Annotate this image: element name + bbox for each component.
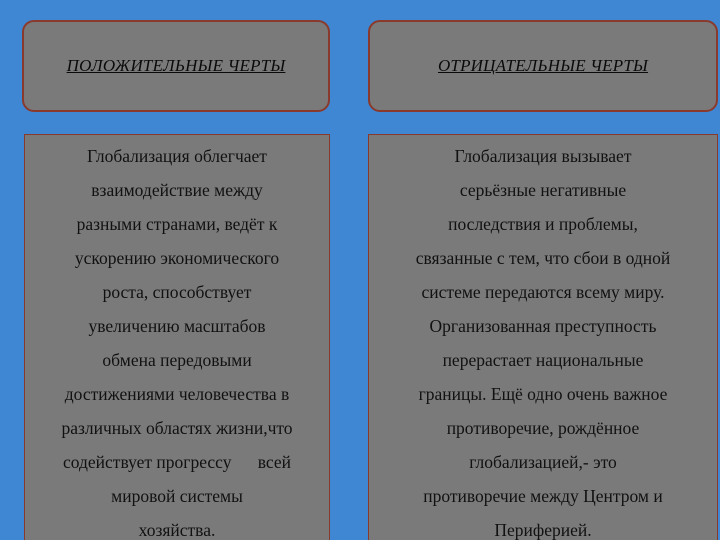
negative-line: перерастает национальные (442, 350, 644, 370)
positive-line: взаимодействие между (91, 180, 263, 200)
negative-line: серьёзные негативные (459, 180, 627, 200)
negative-header (368, 20, 718, 112)
positive-header (22, 20, 330, 112)
negative-line: противоречие между Центром и (423, 486, 663, 506)
positive-line: хозяйства. (138, 520, 216, 540)
positive-line: Глобализация облегчает (87, 146, 267, 166)
positive-content (24, 134, 330, 540)
negative-line: границы. Ещё одно очень важное (418, 384, 668, 404)
positive-line: роста, способствует (102, 282, 252, 302)
positive-line: содействует прогрессу всей (62, 452, 291, 472)
positive-text (25, 135, 329, 540)
negative-line: глобализацией,- это (469, 452, 617, 472)
negative-line: Организованная преступность (429, 316, 657, 336)
negative-line: противоречие, рождённое (446, 418, 640, 438)
positive-line: увеличению масштабов (88, 316, 266, 336)
positive-line: ускорению экономического (74, 248, 280, 268)
negative-line: системе передаются всему миру. (421, 282, 665, 302)
negative-title: ОТРИЦАТЕЛЬНЫЕ ЧЕРТЫ (437, 56, 649, 75)
positive-line: разными странами, ведёт к (76, 214, 278, 234)
positive-title: ПОЛОЖИТЕЛЬНЫЕ ЧЕРТЫ (66, 56, 286, 75)
positive-line: обмена передовыми (102, 350, 252, 370)
negative-line: Глобализация вызывает (454, 146, 632, 166)
positive-line: мировой системы (111, 486, 243, 506)
positive-line: различных областях жизни,что (61, 418, 293, 438)
negative-text (369, 135, 717, 540)
negative-line: связанные с тем, что сбои в одной (415, 248, 671, 268)
positive-line: достижениями человечества в (64, 384, 290, 404)
negative-content (368, 134, 718, 540)
negative-line: последствия и проблемы, (448, 214, 638, 234)
negative-line: Периферией. (494, 520, 592, 540)
